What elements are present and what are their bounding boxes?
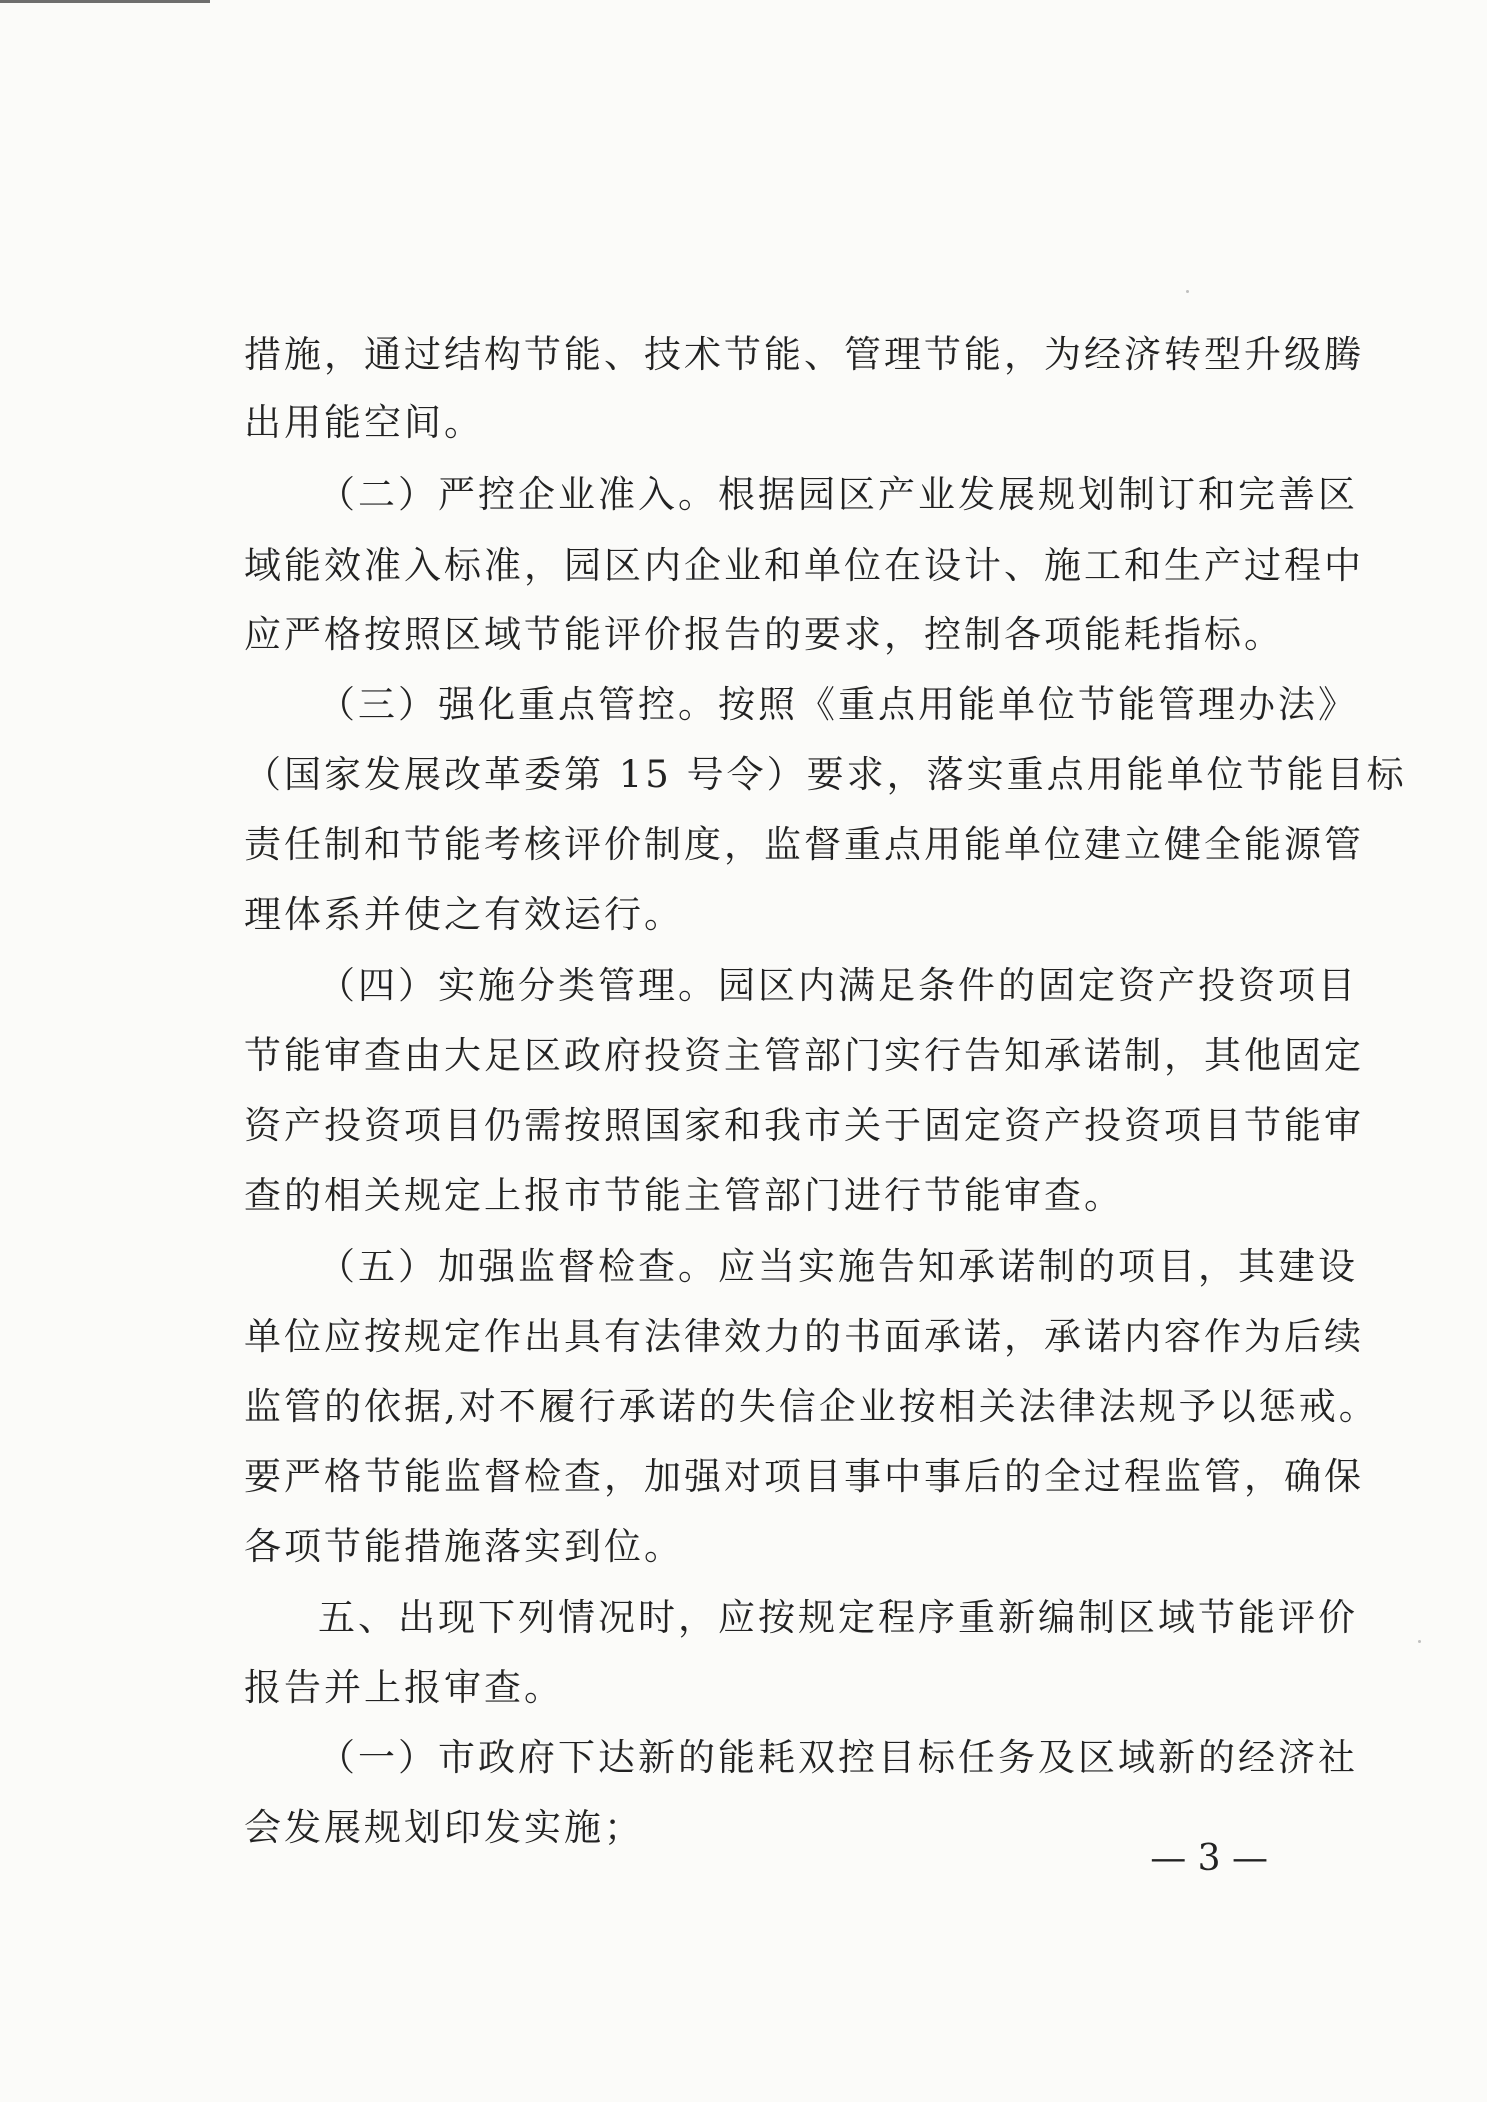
text-line: 应严格按照区域节能评价报告的要求，控制各项能耗指标。 xyxy=(244,613,1284,656)
text-line: （一）市政府下达新的能耗双控目标任务及区域新的经济社 xyxy=(318,1736,1358,1779)
text-line: 要严格节能监督检查，加强对项目事中事后的全过程监管，确保 xyxy=(244,1455,1364,1498)
text-line: （三）强化重点管控。按照《重点用能单位节能管理办法》 xyxy=(318,683,1358,726)
text-line: 会发展规划印发实施； xyxy=(244,1806,644,1849)
text-line: 各项节能措施落实到位。 xyxy=(244,1525,684,1568)
text-line: 责任制和节能考核评价制度，监督重点用能单位建立健全能源管 xyxy=(244,823,1364,866)
text-line: 域能效准入标准，园区内企业和单位在设计、施工和生产过程中 xyxy=(244,544,1364,587)
text-line: 措施，通过结构节能、技术节能、管理节能，为经济转型升级腾 xyxy=(244,333,1364,376)
text-line: 监管的依据,对不履行承诺的失信企业按相关法律法规予以惩戒。 xyxy=(244,1385,1379,1428)
page-number: — 3 — xyxy=(1150,1838,1268,1879)
text-line: 报告并上报审查。 xyxy=(244,1666,564,1709)
text-line: 节能审查由大足区政府投资主管部门实行告知承诺制，其他固定 xyxy=(244,1034,1364,1077)
text-line: （二）严控企业准入。根据园区产业发展规划制订和完善区 xyxy=(318,473,1358,516)
text-line: （五）加强监督检查。应当实施告知承诺制的项目，其建设 xyxy=(318,1245,1358,1288)
text-line: 单位应按规定作出具有法律效力的书面承诺，承诺内容作为后续 xyxy=(244,1315,1364,1358)
text-line: 查的相关规定上报市节能主管部门进行节能审查。 xyxy=(244,1174,1124,1217)
text-line: （四）实施分类管理。园区内满足条件的固定资产投资项目 xyxy=(318,964,1358,1007)
text-line: 出用能空间。 xyxy=(244,401,484,444)
text-line: 理体系并使之有效运行。 xyxy=(244,893,684,936)
text-line: 资产投资项目仍需按照国家和我市关于固定资产投资项目节能审 xyxy=(244,1104,1364,1147)
text-line: （国家发展改革委第 15 号令）要求，落实重点用能单位节能目标 xyxy=(244,753,1407,796)
text-line: 五、出现下列情况时，应按规定程序重新编制区域节能评价 xyxy=(318,1596,1358,1639)
